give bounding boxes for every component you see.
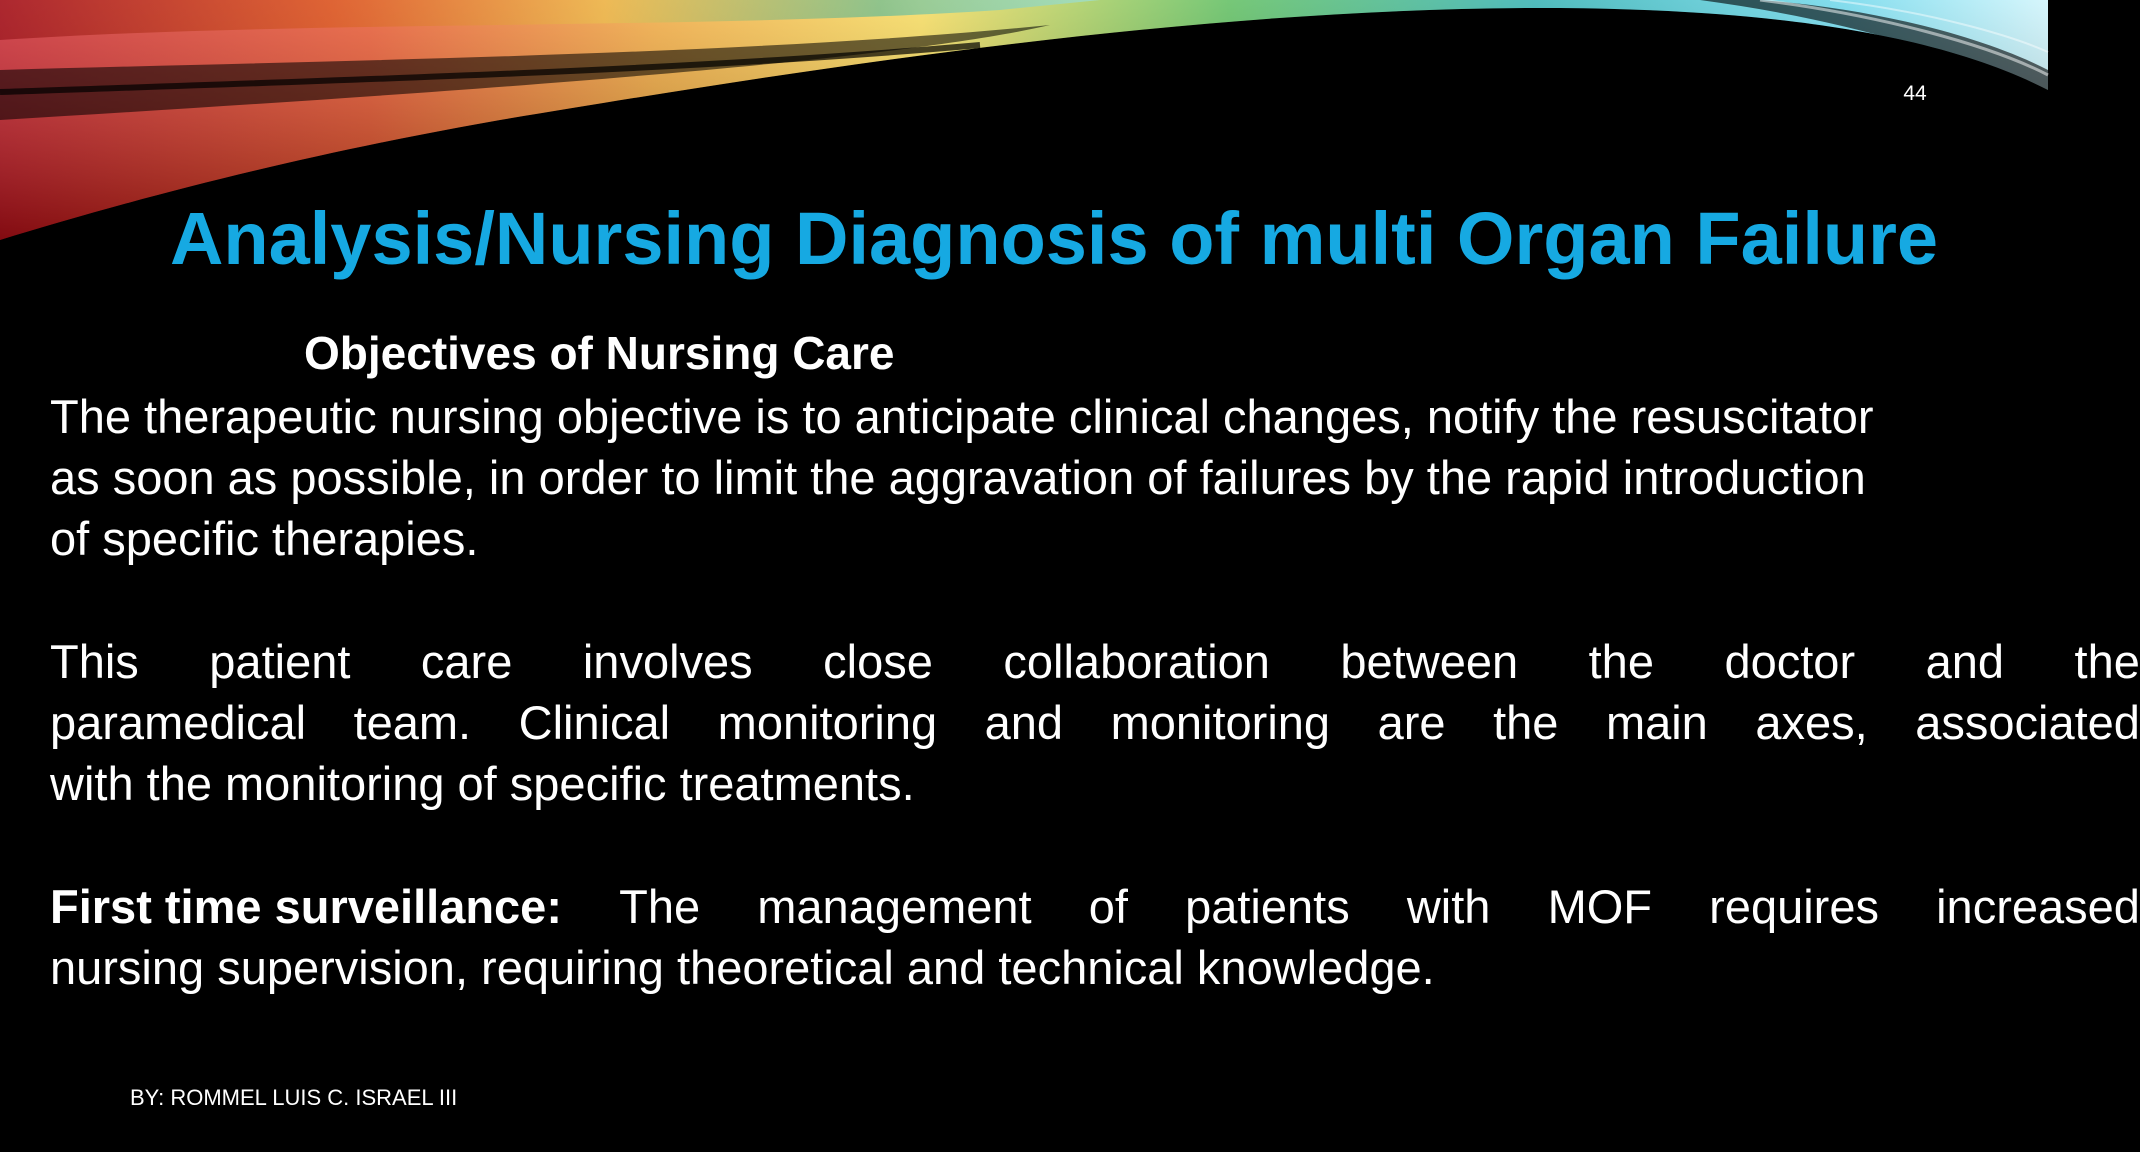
word: associated [1915,696,2140,749]
paragraph-line: as soon as possible, in order to limit the aggravation of failures by the rapid introduction [50,451,1866,504]
word: close [823,635,933,688]
word: the [1493,696,1559,749]
paragraph-line [50,876,2140,937]
word: and [1925,635,2005,688]
word: and [984,696,1064,749]
word: management [757,880,1032,933]
paragraph-line: nursing supervision, requiring theoretical and technical knowledge. [50,941,1435,994]
word: patients [1185,880,1350,933]
word: team. [353,696,472,749]
section-subheading: Objectives of Nursing Care [304,327,895,379]
word: involves [582,635,753,688]
slide-title: Analysis/Nursing Diagnosis of multi Organ Failure [169,197,1939,280]
word: care [420,635,513,688]
paragraph-line: The therapeutic nursing objective is to anticipate clinical changes, notify the resuscitator [50,390,1874,443]
word: requires [1709,880,1879,933]
paragraph-line: with the monitoring of specific treatments. [50,757,915,810]
bold-lead: First time surveillance: [50,880,562,933]
word: monitoring [717,696,938,749]
word: collaboration [1003,635,1270,688]
page-number: 44 [1903,82,1927,105]
word: monitoring [1110,696,1331,749]
paragraph-collaboration [50,631,2140,814]
word: of [1088,880,1128,933]
word: the [2074,635,2140,688]
word: paramedical [50,696,307,749]
word: with [1406,880,1491,933]
paragraph-line [50,631,2140,692]
word: axes, [1755,696,1868,749]
paragraph-line: of specific therapies. [50,512,479,565]
word: between [1340,635,1519,688]
word: increased [1936,880,2140,933]
author-footer: BY: ROMMEL LUIS C. ISRAEL III [130,1085,458,1110]
word: This [50,635,139,688]
paragraph-surveillance [50,876,2140,998]
word: The [619,880,701,933]
word: main [1605,696,1708,749]
word: patient [209,635,351,688]
paragraph-line [50,692,2140,753]
word: are [1377,696,1446,749]
word: doctor [1724,635,1856,688]
word: Clinical [518,696,671,749]
paragraph-objective [50,386,2140,569]
word: MOF [1547,880,1653,933]
word: the [1588,635,1654,688]
